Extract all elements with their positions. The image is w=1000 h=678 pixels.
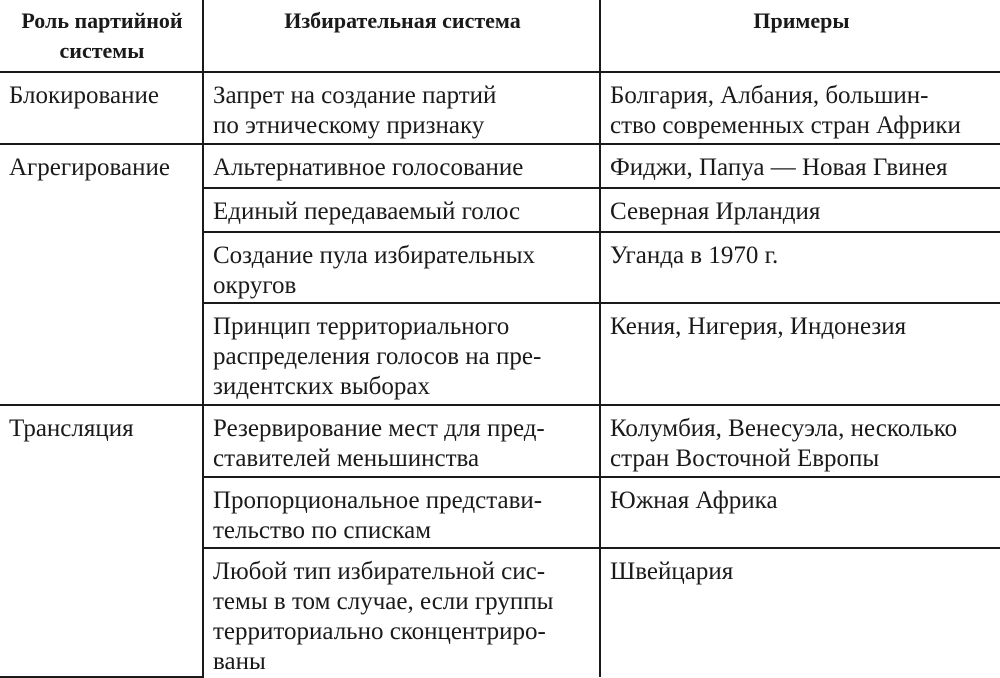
header-party-role: Роль партийной системы <box>0 0 203 72</box>
header-electoral-system: Избирательная система <box>203 0 600 72</box>
table-row <box>0 405 1000 477</box>
system-cell: Резервирование мест для пред- ставителей меньшинства <box>203 405 600 477</box>
role-cell-aggregation: Агрегирование <box>0 144 203 405</box>
table-row <box>0 144 1000 188</box>
examples-cell: Южная Африка <box>600 477 1000 548</box>
system-cell: Любой тип избирательной сис- темы в том случае, если группы территориально сконцентриро- ваны <box>203 548 600 677</box>
examples-cell: Фиджи, Папуа — Новая Гвинея <box>600 144 1000 188</box>
role-cell-translation: Трансляция <box>0 405 203 677</box>
table-row <box>0 72 1000 144</box>
system-cell: Принцип территориального распределения голосов на пре- зидентских выборах <box>203 303 600 405</box>
header-row <box>0 0 1000 72</box>
examples-cell: Швейцария <box>600 548 1000 677</box>
examples-cell: Северная Ирландия <box>600 188 1000 232</box>
system-cell: Запрет на создание партий по этническому признаку <box>203 72 600 144</box>
examples-cell: Болгария, Албания, большин- ство современных стран Африки <box>600 72 1000 144</box>
header-examples: Примеры <box>600 0 1000 72</box>
examples-cell: Уганда в 1970 г. <box>600 232 1000 303</box>
system-cell: Альтернативное голосование <box>203 144 600 188</box>
role-cell-blocking: Блокирование <box>0 72 203 144</box>
system-cell: Создание пула избирательных округов <box>203 232 600 303</box>
examples-cell: Кения, Нигерия, Индонезия <box>600 303 1000 405</box>
examples-cell: Колумбия, Венесуэла, несколько стран Восточной Европы <box>600 405 1000 477</box>
system-cell: Единый передаваемый голос <box>203 188 600 232</box>
system-cell: Пропорциональное представи- тельство по спискам <box>203 477 600 548</box>
